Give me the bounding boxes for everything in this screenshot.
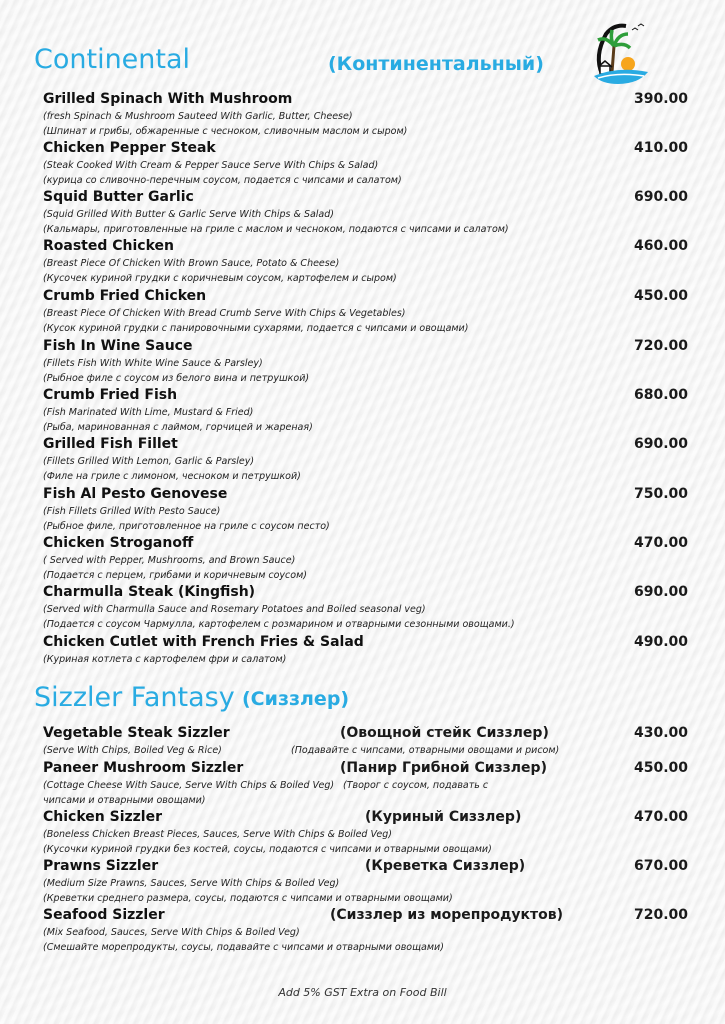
item-name: Grilled Fish Fillet bbox=[43, 436, 178, 452]
item-name: Crumb Fried Chicken bbox=[43, 288, 207, 304]
menu-item bbox=[43, 138, 688, 188]
item-desc-ru: (Подавайте с чипсами, отварными овощами и рисом) bbox=[291, 745, 560, 756]
continental-title-ru: (Континентальный) bbox=[328, 53, 544, 75]
item-name-ru: (Куриный Сиззлер) bbox=[365, 809, 522, 825]
item-desc-en: (Fish Marinated With Lime, Mustard & Fried) bbox=[43, 407, 254, 418]
continental-title: Continental bbox=[34, 44, 191, 75]
item-desc-en: (Cottage Cheese With Sauce, Serve With Chips & Boiled Veg) bbox=[43, 780, 335, 791]
item-desc-en: (Served with Charmulla Sauce and Rosemary Potatoes and Boiled seasonal veg) bbox=[43, 604, 426, 615]
item-name-ru: (Овощной стейк Сиззлер) bbox=[340, 725, 549, 741]
item-name: Chicken Pepper Steak bbox=[43, 140, 216, 156]
item-desc-ru: (курица со сливочно-перечным соусом, подается с чипсами и салатом) bbox=[43, 175, 402, 186]
item-name: Seafood Sizzler bbox=[43, 907, 165, 923]
item-desc-en: (Boneless Chicken Breast Pieces, Sauces, Serve With Chips & Boiled Veg) bbox=[43, 829, 393, 840]
menu-item bbox=[43, 385, 688, 435]
item-name: Chicken Stroganoff bbox=[43, 535, 194, 551]
item-price: 750.00 bbox=[633, 486, 688, 502]
menu-item bbox=[43, 723, 688, 758]
beach-logo-icon bbox=[588, 16, 652, 90]
sizzler-title-ru: (Сиззлер) bbox=[242, 688, 350, 710]
menu-item bbox=[43, 89, 688, 139]
item-name-ru: (Креветка Сиззлер) bbox=[365, 858, 526, 874]
menu-item bbox=[43, 582, 688, 632]
item-desc-ru: (Кальмары, приготовленные на гриле с маслом и чесноком, подаются с чипсами и салатом) bbox=[43, 224, 509, 235]
item-name: Fish Al Pesto Genovese bbox=[43, 486, 228, 502]
menu-item bbox=[43, 286, 688, 336]
item-desc-en: (Medium Size Prawns, Sauces, Serve With Chips & Boiled Veg) bbox=[43, 878, 340, 889]
gst-note: Add 5% GST Extra on Food Bill bbox=[278, 986, 447, 999]
menu-item bbox=[43, 856, 688, 906]
menu-item bbox=[43, 905, 688, 955]
item-desc-en: (Fish Fillets Grilled With Pesto Sauce) bbox=[43, 506, 221, 517]
menu-item bbox=[43, 484, 688, 534]
item-price: 470.00 bbox=[633, 809, 688, 825]
item-price: 450.00 bbox=[633, 760, 688, 776]
item-desc-ru: (Творог с соусом, подавать с bbox=[343, 780, 489, 791]
menu-item bbox=[43, 632, 688, 667]
item-desc-en: (Serve With Chips, Boiled Veg & Rice) bbox=[43, 745, 222, 756]
item-price: 410.00 bbox=[633, 140, 688, 156]
item-name: Grilled Spinach With Mushroom bbox=[43, 91, 293, 107]
item-desc-ru: (Рыбное филе с соусом из белого вина и петрушкой) bbox=[43, 373, 310, 384]
item-name-ru: (Панир Грибной Сиззлер) bbox=[340, 760, 547, 776]
menu-item bbox=[43, 336, 688, 386]
item-desc-en: ( Served with Pepper, Mushrooms, and Brown Sauce) bbox=[43, 555, 296, 566]
menu-item bbox=[43, 533, 688, 583]
menu-item bbox=[43, 758, 688, 808]
menu-item bbox=[43, 236, 688, 286]
item-desc-ru: (Рыбное филе, приготовленное на гриле с соусом песто) bbox=[43, 521, 330, 532]
item-desc-en: (Squid Grilled With Butter & Garlic Serve With Chips & Salad) bbox=[43, 209, 334, 220]
item-price: 430.00 bbox=[633, 725, 688, 741]
item-price: 720.00 bbox=[633, 907, 688, 923]
item-desc-ru: (Куриная котлета с картофелем фри и салатом) bbox=[43, 654, 287, 665]
item-name: Crumb Fried Fish bbox=[43, 387, 178, 403]
item-price: 450.00 bbox=[633, 288, 688, 304]
menu-item bbox=[43, 187, 688, 237]
item-name: Fish In Wine Sauce bbox=[43, 338, 193, 354]
item-name: Roasted Chicken bbox=[43, 238, 174, 254]
item-name: Chicken Cutlet with French Fries & Salad bbox=[43, 634, 364, 650]
item-name: Vegetable Steak Sizzler bbox=[43, 725, 230, 741]
item-desc-ru: (Подается с перцем, грибами и коричневым соусом) bbox=[43, 570, 307, 581]
item-desc-en: (Breast Piece Of Chicken With Brown Sauce, Potato & Cheese) bbox=[43, 258, 340, 269]
item-price: 690.00 bbox=[633, 436, 688, 452]
item-desc-en: (Fillets Fish With White Wine Sauce & Parsley) bbox=[43, 358, 263, 369]
item-desc-ru: (Креветки среднего размера, соусы, подаются с чипсами и отварными овощами) bbox=[43, 893, 453, 904]
sizzler-title: Sizzler Fantasy bbox=[34, 682, 235, 713]
menu-item bbox=[43, 807, 688, 857]
item-desc-ru: (Филе на гриле с лимоном, чесноком и петрушкой) bbox=[43, 471, 301, 482]
item-desc-ru-cont: чипсами и отварными овощами) bbox=[43, 795, 206, 806]
item-price: 690.00 bbox=[633, 584, 688, 600]
item-price: 670.00 bbox=[633, 858, 688, 874]
item-name-ru: (Сиззлер из морепродуктов) bbox=[330, 907, 564, 923]
item-name: Chicken Sizzler bbox=[43, 809, 162, 825]
item-desc-ru: (Кусок куриной грудки с панировочными сухарями, подается с чипсами и овощами) bbox=[43, 323, 469, 334]
item-name: Paneer Mushroom Sizzler bbox=[43, 760, 244, 776]
item-desc-ru: (Шпинат и грибы, обжаренные с чесноком, сливочным маслом и сыром) bbox=[43, 126, 408, 137]
menu-item bbox=[43, 434, 688, 484]
item-desc-en: (Mix Seafood, Sauces, Serve With Chips & Boiled Veg) bbox=[43, 927, 300, 938]
item-desc-en: (Fillets Grilled With Lemon, Garlic & Parsley) bbox=[43, 456, 255, 467]
item-price: 680.00 bbox=[633, 387, 688, 403]
item-desc-en: (fresh Spinach & Mushroom Sauteed With Garlic, Butter, Cheese) bbox=[43, 111, 353, 122]
item-name: Squid Butter Garlic bbox=[43, 189, 194, 205]
item-desc-ru: (Подается с соусом Чармулла, картофелем с розмарином и отварными сезонными овощами.) bbox=[43, 619, 515, 630]
item-desc-ru: (Кусочек куриной грудки с коричневым соусом, картофелем и сыром) bbox=[43, 273, 397, 284]
item-price: 390.00 bbox=[633, 91, 688, 107]
item-price: 460.00 bbox=[633, 238, 688, 254]
item-name: Charmulla Steak (Kingfish) bbox=[43, 584, 256, 600]
item-desc-en: (Breast Piece Of Chicken With Bread Crumb Serve With Chips & Vegetables) bbox=[43, 308, 406, 319]
item-price: 690.00 bbox=[633, 189, 688, 205]
item-desc-ru: (Рыба, маринованная с лаймом, горчицей и жареная) bbox=[43, 422, 313, 433]
item-price: 490.00 bbox=[633, 634, 688, 650]
item-desc-ru: (Кусочки куриной грудки без костей, соусы, подаются с чипсами и отварными овощами) bbox=[43, 844, 492, 855]
item-price: 470.00 bbox=[633, 535, 688, 551]
item-price: 720.00 bbox=[633, 338, 688, 354]
item-desc-en: (Steak Cooked With Cream & Pepper Sauce Serve With Chips & Salad) bbox=[43, 160, 379, 171]
item-desc-ru: (Смешайте морепродукты, соусы, подавайте с чипсами и отварными овощами) bbox=[43, 942, 444, 953]
item-name: Prawns Sizzler bbox=[43, 858, 159, 874]
